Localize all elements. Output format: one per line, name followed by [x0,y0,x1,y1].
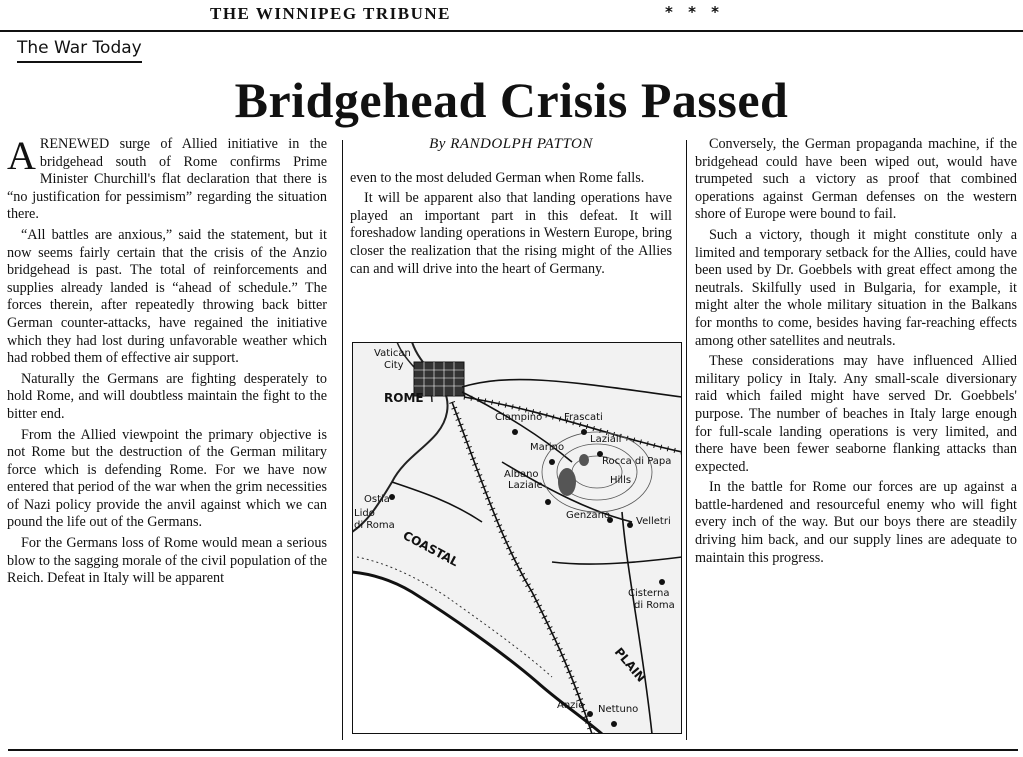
map-label: Frascati [564,412,603,423]
paragraph: For the Germans loss of Rome would mean a serious blow to the sagging morale of the civil population of the Reich. Defeat in Italy will be apparent [7,535,327,587]
article-column-2 [350,136,672,281]
map-label: Velletri [636,516,671,527]
map-label: Ostia [364,494,390,505]
edition-stars: * * * [665,3,724,21]
map-label: Anzio [557,700,585,711]
paragraph: even to the most deluded German when Rome falls. [350,169,645,186]
map-label: Ciampino [495,412,543,423]
column-rule-right [686,140,687,740]
map-label: Cisterna [628,588,670,599]
map-label: Nettuno [598,704,639,715]
masthead [0,0,1023,32]
article-column-3 [695,136,1017,570]
map-label: Vatican [374,348,411,359]
byline: By RANDOLPH PATTON [429,136,593,152]
map-label: di Roma [354,520,395,531]
map-label: Rocca di Papa [602,456,672,467]
column-rule-left [342,140,343,740]
map-label: City [384,360,404,371]
anzio-area-map [352,342,682,734]
paragraph: “All battles are anxious,” said the statement, but it now seems fairly certain that the crisis of the Anzio bridgehead is past. The total of reinforcements and supplies already landed is “ahead of schedule.” The forces therein, after repeatedly throwing back bitter German counter-attacks, have regained the initiative which they had lost during unfavorable weather which had robbed them of effective air support. [7,226,327,367]
section-title: The War Today [17,38,142,63]
paragraph: From the Allied viewpoint the primary objective is not Rome but the destruction of the German military force which is defending Rome. For we have now entered that period of the war when the grim necessities of Nazi policy provide the anvil against which we can pound the life out of the Germans. [7,426,327,531]
newspaper-name: THE WINNIPEG TRIBUNE [210,4,451,23]
map-label: Laziale [508,480,543,491]
map-label: Lido [354,508,375,519]
paragraph: In the battle for Rome our forces are up against a battle-hardened and resourceful enemy who will fight every inch of the way. But our boys there are steadily driving him back, and our supply lines are adequate to maintain this progress. [695,479,1017,566]
map-label: Laziali [590,434,622,445]
paragraph: Naturally the Germans are fighting desperately to hold Rome, and will doubtless maintain the fight to the bitter end. [7,370,327,422]
map-label: Genzano [566,510,611,521]
bottom-rule [8,749,1018,751]
map-label: Marino [530,442,565,453]
map-label: ROME [384,391,424,405]
paragraph: It will be apparent also that landing operations have played an important part in this defeat. It will foreshadow landing operations in Western Europe, bring closer the realization that the rising might of the Allies can and will drive into the heart of Germany. [350,190,672,277]
map-label: PLAIN [611,644,649,685]
headline: Bridgehead Crisis Passed [234,72,789,128]
paragraph: Such a victory, though it might constitute only a limited and temporary setback for the Allies, could have been used by Dr. Goebbels with great effect among the neutrals. Skilfully used in Bulgaria, for example, it might alter the whole military situation in the Balkans for months to come, besides having far-reaching effects among other satellites and neutrals. [695,226,1017,349]
map-label: Albano [504,469,539,480]
article-column-1 [7,133,327,591]
map-label: Hills [610,475,632,486]
paragraph: ARENEWED surge of Allied initiative in the bridgehead south of Rome confirms Prime Minister Churchill's flat declaration that there is “no justification for pessimism” regarding the situation there. [7,133,327,223]
map-label: COASTAL [400,528,461,570]
map-label: di Roma [634,600,675,611]
paragraph: Conversely, the German propaganda machine, if the bridgehead could have been wiped out, would have trumpeted such a victory as proof that combined operations against German defenses on the western shore of Europe were bound to fail. [695,136,1017,223]
paragraph: These considerations may have influenced Allied military policy in Italy. Any small-scale diversionary raid which failed might have served Dr. Goebbels' purpose. The number of beaches in Italy large enough for full-scale landing operations is very limited, and there have been fewer seaborne flanking attacks than expected. [695,353,1017,475]
drop-cap: A [7,133,36,178]
